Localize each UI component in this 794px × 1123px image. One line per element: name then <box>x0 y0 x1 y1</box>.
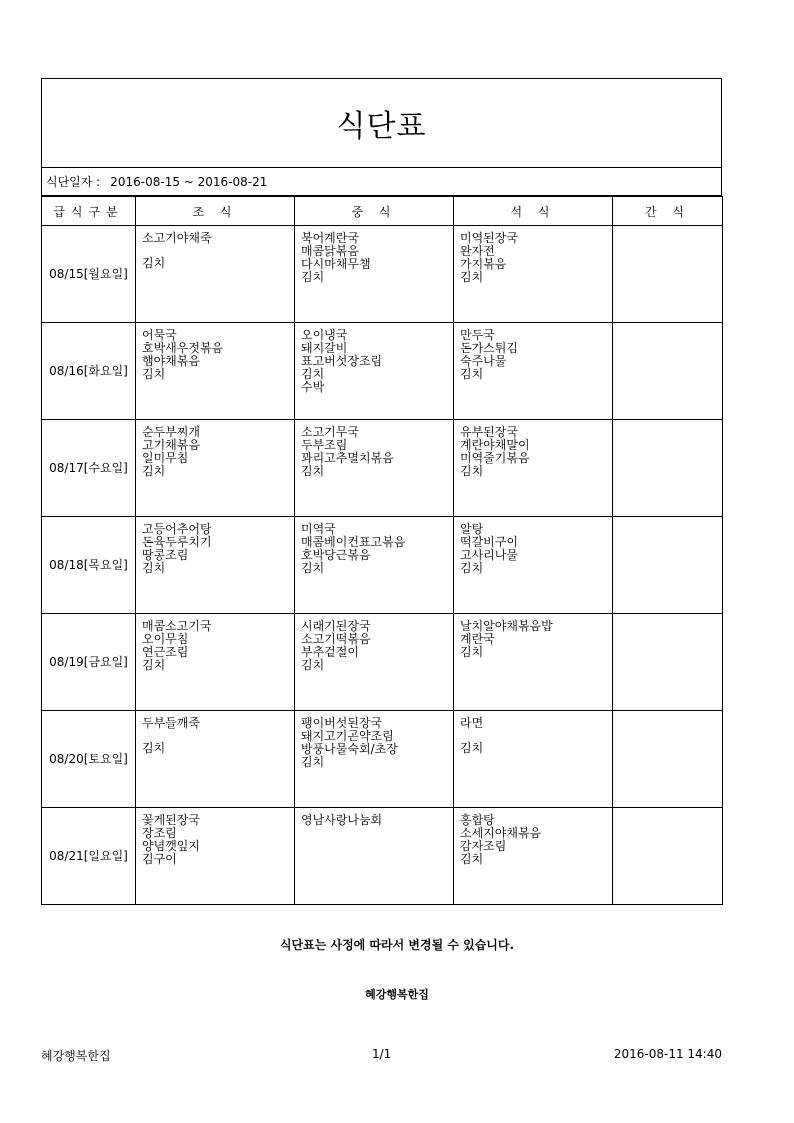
period-value: 2016-08-15 ~ 2016-08-21 <box>110 174 268 189</box>
table-row <box>42 711 723 808</box>
menu-item: 미역줄기볶음 <box>460 451 530 465</box>
organization-name: 혜강행복한집 <box>365 988 429 1001</box>
period-row <box>41 168 722 196</box>
menu-table <box>41 196 723 905</box>
footer-left: 혜강행복한집 <box>41 1049 111 1063</box>
menu-item: 김치 <box>460 367 484 381</box>
menu-item: 김치 <box>142 658 166 672</box>
dinner-cell <box>454 323 613 420</box>
snack-cell <box>613 323 723 420</box>
menu-item: 김치 <box>142 741 166 755</box>
menu-item: 고등어추어탕 <box>142 522 212 536</box>
menu-item: 김치 <box>142 561 166 575</box>
menu-item: 수박 <box>301 380 325 394</box>
menu-item: 일미무침 <box>142 451 189 465</box>
menu-item: 김치 <box>301 367 325 381</box>
day-cell: 08/18[목요일] <box>42 517 136 614</box>
day-cell: 08/20[토요일] <box>42 711 136 808</box>
menu-item: 순두부찌개 <box>142 425 200 439</box>
menu-item: 영남사랑나눔회 <box>301 813 383 827</box>
menu-item: 김치 <box>142 464 166 478</box>
page-title: 식단표 <box>336 109 427 144</box>
day-cell: 08/16[화요일] <box>42 323 136 420</box>
lunch-cell <box>295 323 454 420</box>
dinner-cell <box>454 226 613 323</box>
menu-item: 햄야채볶음 <box>142 354 200 368</box>
menu-item: 알탕 <box>460 522 484 536</box>
menu-item: 김치 <box>301 658 325 672</box>
menu-item: 미역된장국 <box>460 231 518 245</box>
breakfast-cell <box>136 614 295 711</box>
header-row <box>42 197 723 226</box>
header-dinner: 석 식 <box>454 197 613 226</box>
menu-item: 어묵국 <box>142 328 177 342</box>
lunch-cell <box>295 226 454 323</box>
lunch-cell <box>295 614 454 711</box>
menu-item: 소고기야채죽 <box>142 231 212 245</box>
day-cell: 08/21[일요일] <box>42 808 136 905</box>
menu-sheet <box>41 78 722 905</box>
table-row <box>42 808 723 905</box>
header-category: 급식구분 <box>42 197 136 226</box>
menu-item: 돼지갈비 <box>301 341 348 355</box>
lunch-cell <box>295 517 454 614</box>
lunch-cell <box>295 711 454 808</box>
dinner-cell <box>454 420 613 517</box>
menu-item: 양념깻잎지 <box>142 839 200 853</box>
menu-item: 김치 <box>460 852 484 866</box>
menu-item: 김치 <box>460 741 484 755</box>
menu-item: 방풍나물숙회/초장 <box>301 742 398 756</box>
menu-item: 완자전 <box>460 244 495 258</box>
menu-item: 김치 <box>460 645 484 659</box>
menu-item: 북어계란국 <box>301 231 359 245</box>
menu-item: 김치 <box>301 464 325 478</box>
dinner-cell <box>454 711 613 808</box>
menu-item: 장조림 <box>142 826 177 840</box>
menu-item: 가지볶음 <box>460 257 507 271</box>
menu-item: 고사리나물 <box>460 548 518 562</box>
menu-item: 돼지고기곤약조림 <box>301 729 394 743</box>
menu-item: 땅콩조림 <box>142 548 189 562</box>
menu-item: 김치 <box>460 561 484 575</box>
menu-item: 김치 <box>301 755 325 769</box>
breakfast-cell <box>136 420 295 517</box>
day-cell: 08/17[수요일] <box>42 420 136 517</box>
menu-item: 오이무침 <box>142 632 189 646</box>
menu-item: 매콤베이컨표고볶음 <box>301 535 406 549</box>
header-snack: 간 식 <box>613 197 723 226</box>
menu-item: 호박새우젓볶음 <box>142 341 224 355</box>
breakfast-cell <box>136 226 295 323</box>
table-row <box>42 614 723 711</box>
menu-item: 만두국 <box>460 328 495 342</box>
change-notice: 식단표는 사정에 따라서 변경될 수 있습니다. <box>279 938 515 952</box>
day-cell: 08/19[금요일] <box>42 614 136 711</box>
title-box <box>41 78 722 168</box>
menu-item: 김치 <box>301 270 325 284</box>
menu-item: 떡갈비구이 <box>460 535 518 549</box>
menu-item: 돈육두루치기 <box>142 535 212 549</box>
lunch-cell <box>295 808 454 905</box>
menu-item: 연근조림 <box>142 645 189 659</box>
menu-item: 홍합탕 <box>460 813 495 827</box>
snack-cell <box>613 420 723 517</box>
menu-item: 소고기떡볶음 <box>301 632 371 646</box>
table-row <box>42 226 723 323</box>
dinner-cell <box>454 614 613 711</box>
snack-cell <box>613 226 723 323</box>
header-breakfast: 조 식 <box>136 197 295 226</box>
snack-cell <box>613 808 723 905</box>
menu-item: 고기채볶음 <box>142 438 200 452</box>
header-lunch: 중 식 <box>295 197 454 226</box>
breakfast-cell <box>136 808 295 905</box>
breakfast-cell <box>136 323 295 420</box>
lunch-cell <box>295 420 454 517</box>
period-label: 식단일자 : <box>46 175 101 189</box>
footer-page-number: 1/1 <box>372 1047 392 1061</box>
snack-cell <box>613 711 723 808</box>
menu-item: 김구이 <box>142 852 177 866</box>
snack-cell <box>613 614 723 711</box>
table-row <box>42 517 723 614</box>
menu-item: 숙주나물 <box>460 354 507 368</box>
menu-item: 꽈리고추멸치볶음 <box>301 451 394 465</box>
snack-cell <box>613 517 723 614</box>
menu-item: 팽이버섯된장국 <box>301 716 383 730</box>
menu-item: 오이냉국 <box>301 328 348 342</box>
dinner-cell <box>454 808 613 905</box>
menu-item: 부추겉절이 <box>301 645 359 659</box>
menu-item: 돈가스튀김 <box>460 341 518 355</box>
breakfast-cell <box>136 517 295 614</box>
menu-item: 매콤소고기국 <box>142 619 212 633</box>
table-row <box>42 420 723 517</box>
menu-item: 소고기무국 <box>301 425 359 439</box>
menu-item: 매콤닭볶음 <box>301 244 359 258</box>
day-cell: 08/15[월요일] <box>42 226 136 323</box>
menu-item: 꽃게된장국 <box>142 813 200 827</box>
footer-timestamp: 2016-08-11 14:40 <box>613 1047 722 1061</box>
menu-item: 김치 <box>142 367 166 381</box>
menu-item: 다시마채무챔 <box>301 257 371 271</box>
menu-item: 미역국 <box>301 522 336 536</box>
menu-item: 계란국 <box>460 632 495 646</box>
menu-item: 감자조림 <box>460 839 507 853</box>
menu-item: 김치 <box>142 256 166 270</box>
menu-item: 라면 <box>460 716 484 730</box>
menu-item: 시래기된장국 <box>301 619 371 633</box>
menu-item: 김치 <box>301 561 325 575</box>
menu-item: 김치 <box>460 464 484 478</box>
menu-item: 유부된장국 <box>460 425 518 439</box>
table-row <box>42 323 723 420</box>
menu-item: 두부조림 <box>301 438 348 452</box>
menu-item: 날치알야채볶음밥 <box>460 619 553 633</box>
dinner-cell <box>454 517 613 614</box>
menu-item: 김치 <box>460 270 484 284</box>
menu-item: 표고버섯장조림 <box>301 354 383 368</box>
menu-item: 호박당근볶음 <box>301 548 371 562</box>
menu-item: 소세지야채볶음 <box>460 826 542 840</box>
breakfast-cell <box>136 711 295 808</box>
menu-item: 두부들깨죽 <box>142 716 200 730</box>
menu-item: 계란야채말이 <box>460 438 530 452</box>
